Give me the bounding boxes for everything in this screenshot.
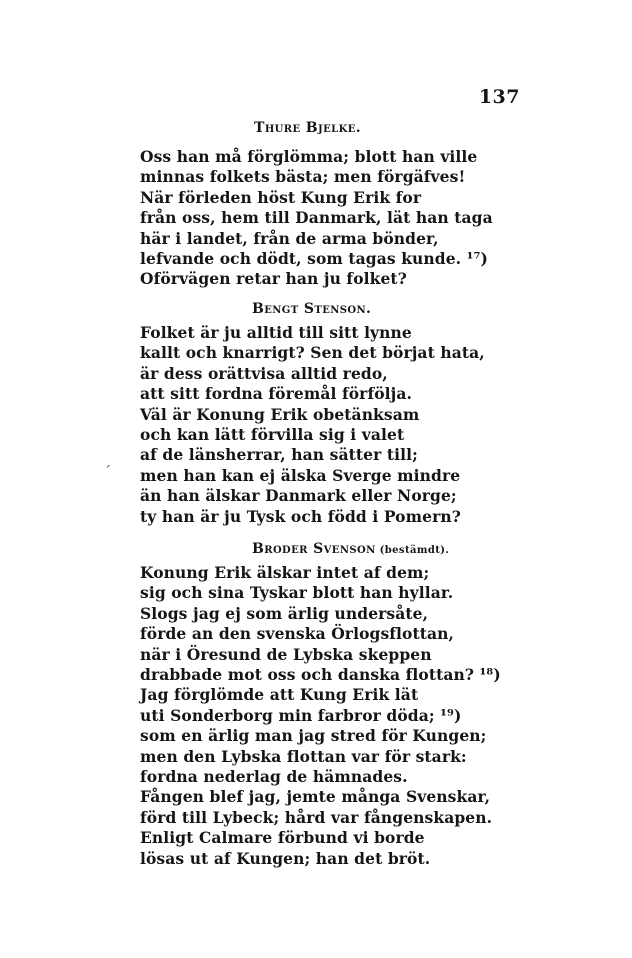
verse-line: men han kan ej älska Sverge mindre (140, 465, 461, 485)
verse-line: sig och sina Tyskar blott han hyllar. (140, 583, 454, 603)
verse-line: Konung Erik älskar intet af dem; (140, 563, 430, 582)
verse-line: minnas folkets bästa; men förgäfves! (140, 167, 466, 187)
verse-line: af de länsherrar, han sätter till; (140, 445, 418, 465)
verse-line: förd till Lybeck; hård var fångenskapen. (140, 807, 493, 827)
speaker-name: Broder Svenson (252, 541, 376, 557)
verse-line: ty han är ju Tysk och född i Pomern? (140, 506, 461, 526)
verse-block-bengt-stenson (140, 323, 510, 527)
verse-line: Folket är ju alltid till sitt lynne (140, 323, 412, 342)
speaker-heading-bengt-stenson (252, 301, 371, 317)
verse-line: Enligt Calmare förbund vi borde (140, 828, 425, 848)
verse-line: kallt och knarrigt? Sen det börjat hata, (140, 343, 485, 363)
speaker-heading-thure-bjelke (254, 120, 361, 136)
verse-line: än han älskar Danmark eller Norge; (140, 486, 457, 506)
verse-line: Oss han må förglömma; blott han ville (140, 147, 478, 166)
verse-line: När förleden höst Kung Erik for (140, 187, 422, 207)
page-number: 137 (478, 86, 520, 108)
verse-line: och kan lätt förvilla sig i valet (140, 425, 405, 445)
verse-line: lösas ut af Kungen; han det bröt. (140, 848, 431, 868)
verse-line: Väl är Konung Erik obetänksam (140, 404, 420, 424)
verse-line: när i Öresund de Lybska skeppen (140, 644, 432, 664)
speaker-name: Bengt Stenson. (252, 301, 372, 317)
verse-line: som en ärlig man jag stred för Kungen; (140, 726, 487, 746)
verse-block-broder-svenson (140, 563, 510, 869)
verse-line: lefvande och dödt, som tagas kunde. ¹⁷) (140, 249, 488, 269)
verse-line: uti Sonderborg min farbror döda; ¹⁹) (140, 705, 462, 725)
speaker-name: Thure Bjelke. (254, 120, 361, 136)
verse-line: här i landet, från de arma bönder, (140, 228, 439, 248)
verse-block-thure-bjelke (140, 147, 510, 290)
verse-line: Fången blef jag, jemte många Svenskar, (140, 787, 491, 807)
verse-line: Slogs jag ej som ärlig undersåte, (140, 603, 429, 623)
verse-line: att sitt fordna föremål förfölja. (140, 384, 412, 404)
verse-line: Jag förglömde att Kung Erik lät (140, 685, 419, 705)
speaker-heading-broder-svenson (252, 541, 449, 557)
margin-mark: ´ (104, 464, 111, 480)
verse-line: från oss, hem till Danmark, lät han taga (140, 208, 493, 228)
verse-line: drabbade mot oss och danska flottan? ¹⁸) (140, 665, 501, 685)
verse-line: är dess orättvisa alltid redo, (140, 363, 388, 383)
verse-line: men den Lybska flottan var för stark: (140, 746, 467, 766)
verse-line: Oförvägen retar han ju folket? (140, 269, 407, 289)
stage-direction: (bestämdt). (379, 545, 450, 556)
verse-line: fordna nederlag de hämnades. (140, 767, 408, 787)
verse-line: förde an den svenska Örlogsflottan, (140, 624, 454, 644)
